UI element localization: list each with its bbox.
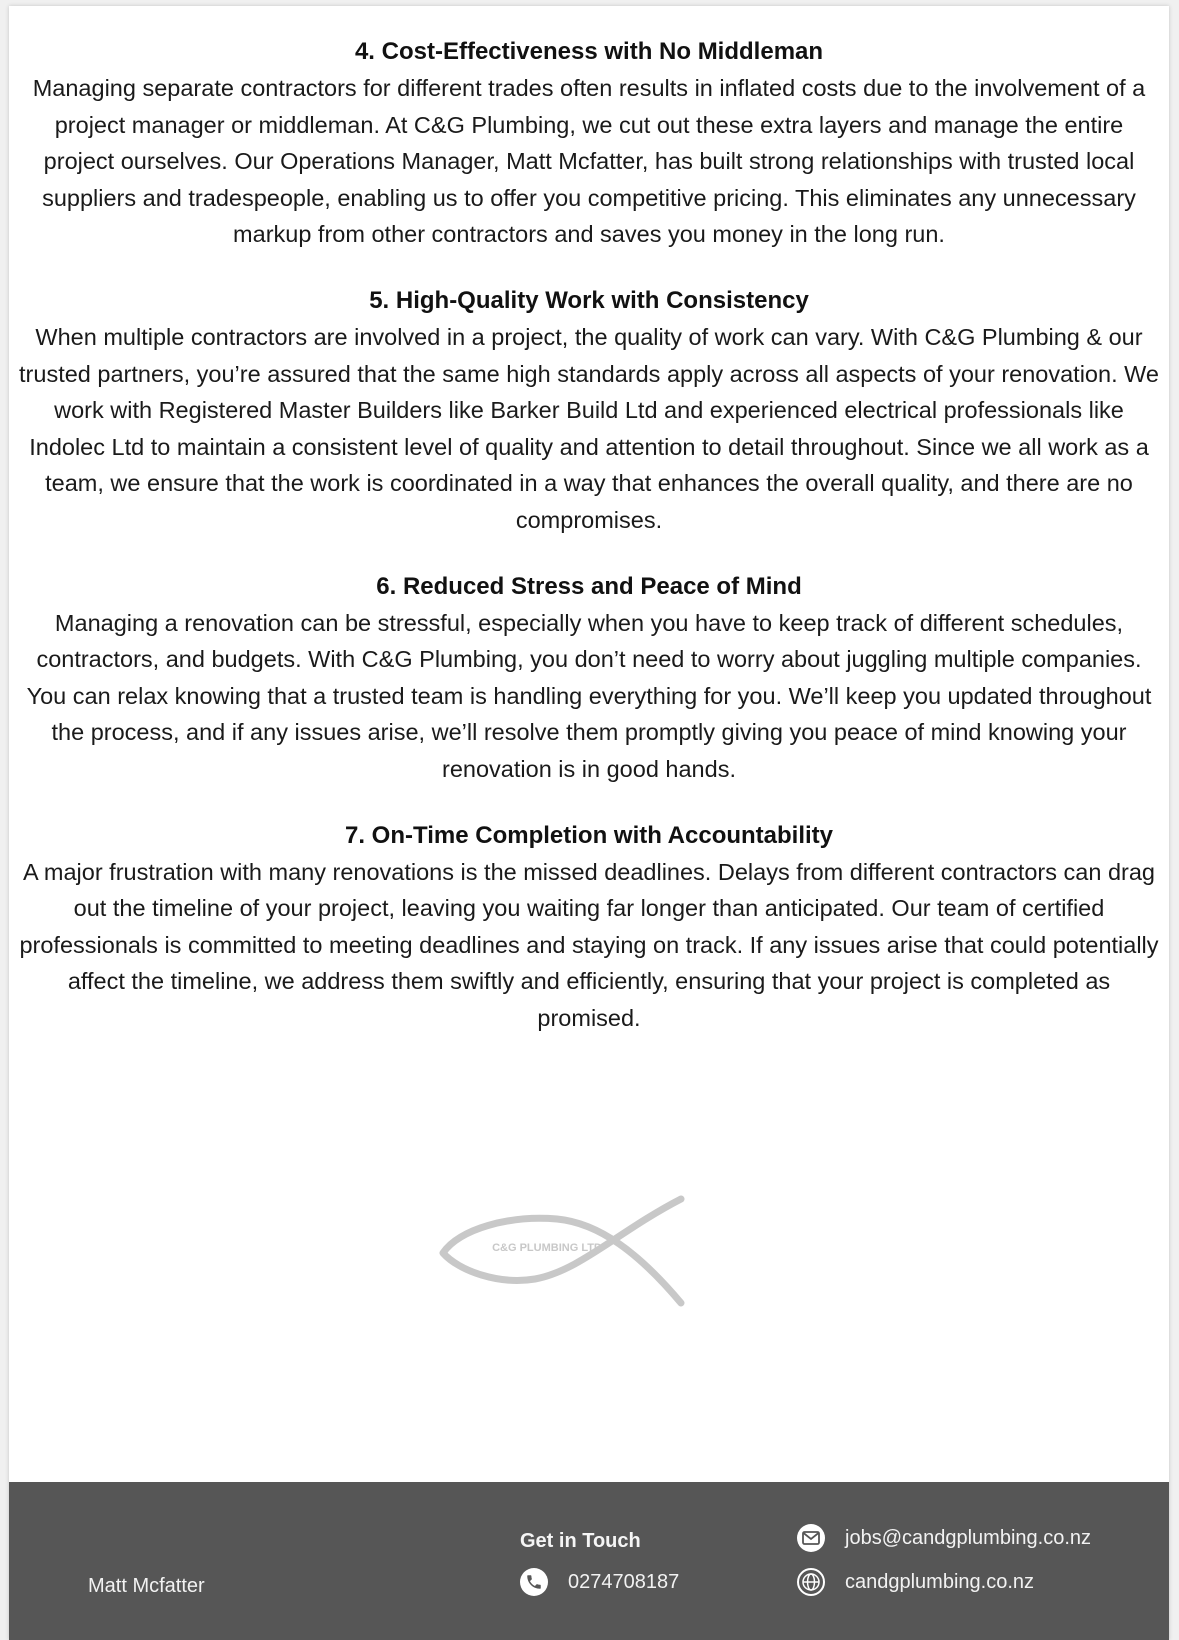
section-title: 5. High-Quality Work with Consistency [369, 286, 809, 314]
phone-contact[interactable] [520, 1568, 679, 1596]
section-body: A major frustration with many renovations is the missed deadlines. Delays from different contractors can drag out the timeline of your project, leaving you waiting far longer than anticipated. Our team of certified professionals is committed to meeting deadlines and staying on track. If any issues arise that could potentially affect the timeline, we address them swiftly and efficiently, ensuring that your project is completed as promised. [19, 858, 1159, 1031]
section-title: 4. Cost-Effectiveness with No Middleman [354, 38, 824, 65]
section-body: Managing separate contractors for different trades often results in inflated costs due to the involvement of a project manager or middleman. At C&G Plumbing, we cut out these extra layers and manage the entire project ourselves. Our Operations Manager, Matt Mcfatter, has built strong relationships with trusted local suppliers and tradespeople, enabling us to offer you competitive pricing. This eliminates any unnecessary markup from other contractors and saves you money in the long run. [32, 75, 1146, 248]
footer [9, 1482, 1169, 1640]
section-reduced-stress [17, 569, 1161, 788]
contact-name: Matt Mcfatter [88, 1575, 205, 1597]
section-cost-effectiveness [17, 34, 1161, 253]
phone-number[interactable]: 0274708187 [568, 1570, 680, 1593]
website-contact[interactable] [797, 1568, 1034, 1596]
phone-icon [520, 1568, 548, 1596]
website-link[interactable]: candgplumbing.co.nz [845, 1570, 1035, 1593]
section-title: 6. Reduced Stress and Peace of Mind [376, 572, 802, 600]
globe-icon [797, 1568, 825, 1596]
get-in-touch-heading: Get in Touch [520, 1530, 641, 1552]
section-body: When multiple contractors are involved in a project, the quality of work can vary. With C&G Plumbing & our trusted partners, you’re assured that the same high standards apply across all aspects of your renovation. We work with Registered Master Builders like Barker Build Ltd and experienced electrical professionals like Indolec Ltd to maintain a consistent level of quality and attention to detail throughout. Since we all work as a team, we ensure that the work is coordinated in a way that enhances the overall quality, and there are no compromises. [19, 323, 1159, 533]
envelope-icon [797, 1524, 825, 1552]
logo-text: C&G PLUMBING LTD [492, 1242, 602, 1254]
section-high-quality [17, 283, 1161, 539]
section-on-time [17, 818, 1161, 1037]
section-body: Managing a renovation can be stressful, especially when you have to keep track of different schedules, contractors, and budgets. With C&G Plumbing, you don’t need to worry about juggling multiple companies. You can relax knowing that a trusted team is handling everything for you. We’ll keep you updated throughout the process, and if any issues arise, we’ll resolve them promptly giving you peace of mind knowing your renovation is in good hands. [26, 609, 1152, 782]
fish-logo-icon [439, 1191, 703, 1309]
document-content [17, 34, 1161, 1066]
email-contact[interactable] [797, 1524, 1091, 1552]
document-page [9, 6, 1169, 1640]
email-link[interactable]: jobs@candgplumbing.co.nz [845, 1526, 1092, 1549]
section-title: 7. On-Time Completion with Accountability [344, 821, 834, 849]
